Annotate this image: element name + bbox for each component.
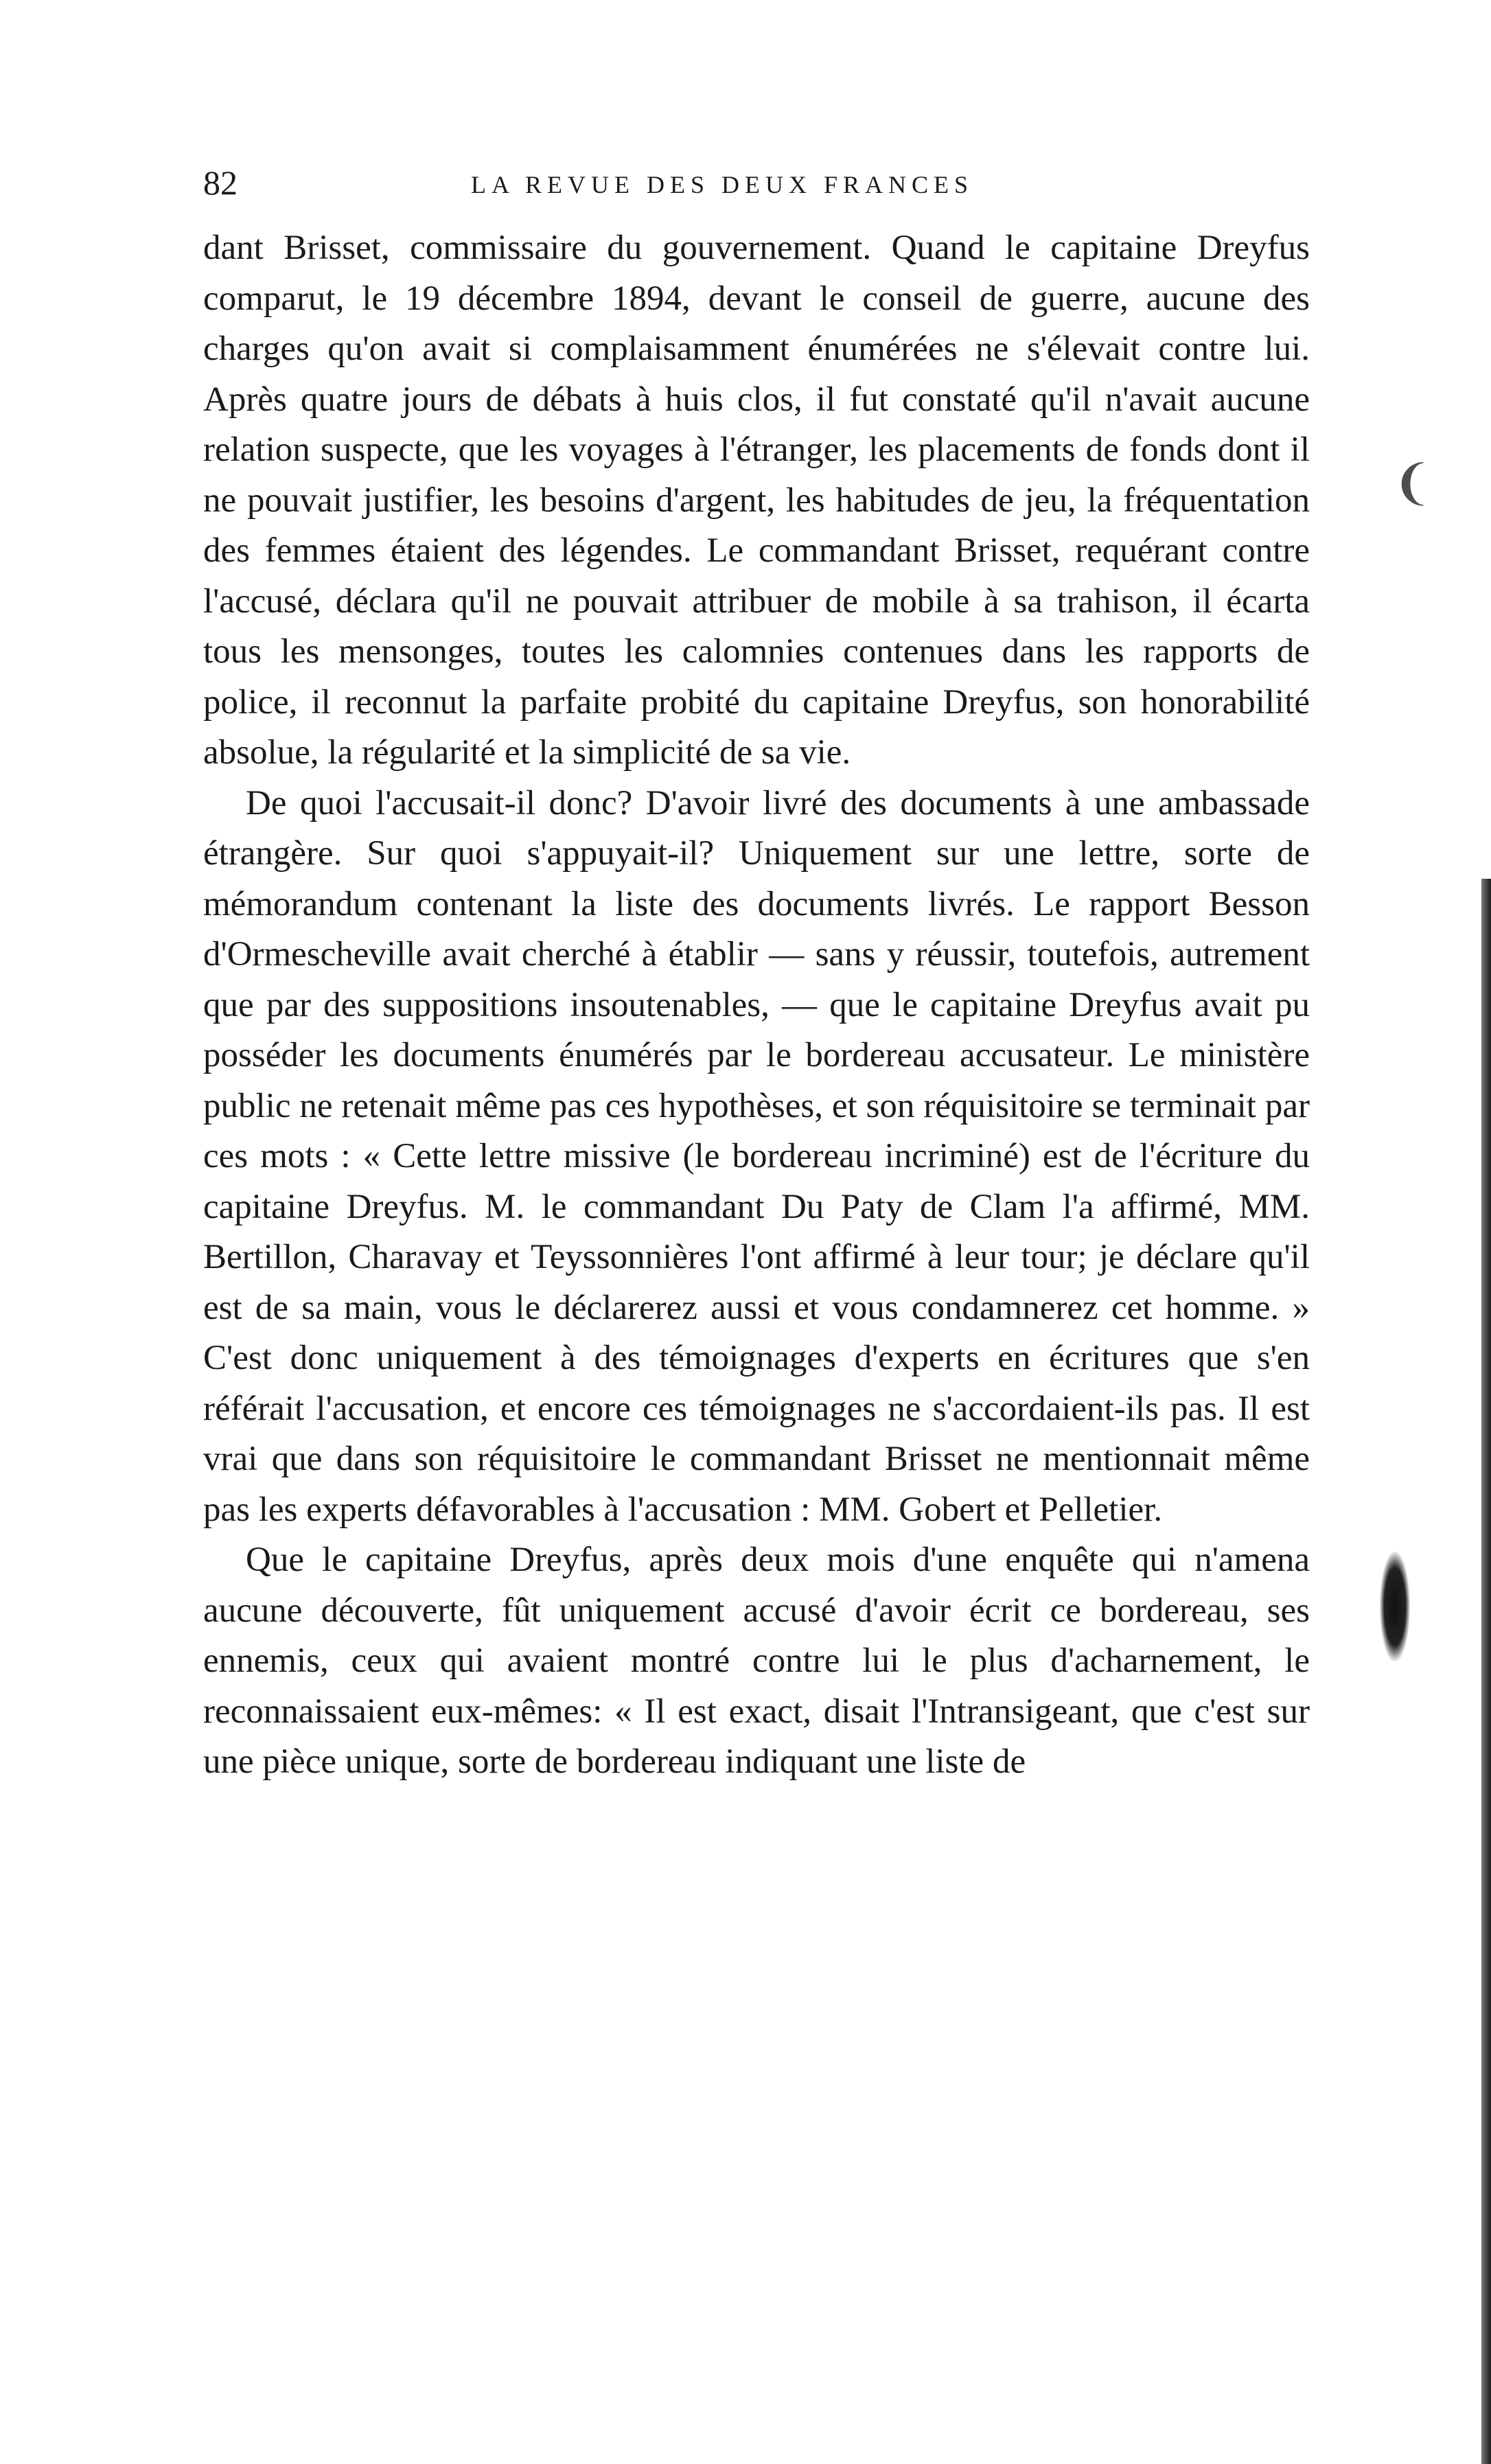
body-text bbox=[203, 223, 1310, 1788]
page-header bbox=[203, 162, 1041, 203]
running-title: LA REVUE DES DEUX FRANCES bbox=[471, 171, 974, 198]
ink-blot-icon bbox=[1380, 1552, 1410, 1661]
binding-edge-shadow bbox=[1481, 879, 1491, 2464]
paragraph-2: De quoi l'accusait-il donc? D'avoir livré des documents à une ambassade étrangère. Sur quoi s'appuyait-il? Uniquement sur une lettre, sorte de mémorandum contenant la liste des documents livrés. Le rapport Besson d'Ormescheville avait cherché à établir — sans y réussir, toutefois, autrement que par des suppositions insoutenables, — que le capitaine Dreyfus avait pu posséder les documents énumérés par le bordereau accusateur. Le ministère public ne retenait même pas ces hypothèses, et son réquisitoire se terminait par ces mots : « Cette lettre missive (le bordereau incriminé) est de l'écriture du capitaine Dreyfus. M. le commandant Du Paty de Clam l'a affirmé, MM. Bertillon, Charavay et Teyssonnières l'ont affirmé à leur tour; je déclare qu'il est de sa main, vous le déclarerez aussi et vous condamnerez cet homme. » C'est donc uniquement à des témoignages d'experts en écritures que s'en référait l'accusation, et encore ces témoignages ne s'accordaient-ils pas. Il est vrai que dans son réquisitoire le commandant Brisset ne mentionnait même pas les experts défavorables à l'accusation : MM. Gobert et Pelletier. bbox=[203, 783, 1310, 1529]
paragraph-3: Que le capitaine Dreyfus, après deux mois d'une enquête qui n'amena aucune découverte, fût uniquement accusé d'avoir écrit ce bordereau, ses ennemis, ceux qui avaient montré contre lui le plus d'acharnement, le reconnaissaient eux-mêmes: « Il est exact, disait l'Intransigeant, que c'est sur une pièce unique, sorte de bordereau indiquant une liste de bbox=[203, 1541, 1310, 1781]
page-number: 82 bbox=[203, 163, 238, 202]
paragraph-1: dant Brisset, commissaire du gouvernement. Quand le capitaine Dreyfus comparut, le 19 décembre 1894, devant le conseil de guerre, aucune des charges qu'on avait si complaisamment énumérées ne s'élevait contre lui. Après quatre jours de débats à huis clos, il fut constaté qu'il n'avait aucune relation suspecte, que les voyages à l'étranger, les placements de fonds dont il ne pouvait justifier, les besoins d'argent, les habitudes de jeu, la fréquentation des femmes étaient des légendes. Le commandant Brisset, requérant contre l'accusé, déclara qu'il ne pouvait attribuer de mobile à sa trahison, il écarta tous les mensonges, toutes les calomnies contenues dans les rapports de police, il reconnut la parfaite probité du capitaine Dreyfus, son honorabilité absolue, la régularité et la simplicité de sa vie. bbox=[203, 229, 1310, 772]
scan-artifact-icon: ❨ bbox=[1392, 457, 1433, 510]
